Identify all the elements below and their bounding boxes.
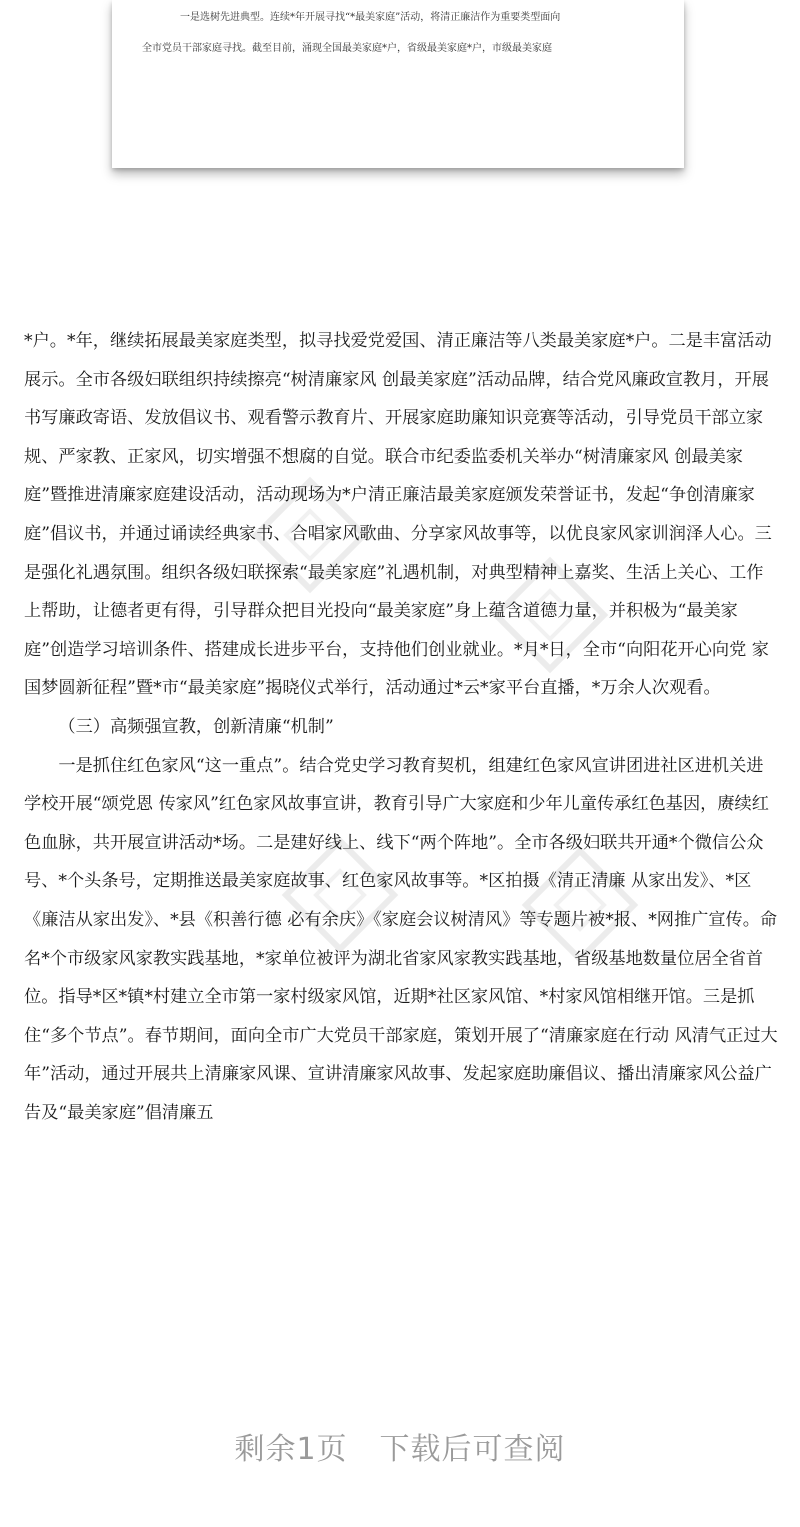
remaining-pages-label: 剩余1页 (234, 1432, 348, 1467)
section-heading: （三）高频强宣教，创新清廉“机制” (58, 716, 334, 737)
download-prompt[interactable] (0, 1425, 800, 1475)
body-paragraph: *户。*年，继续拓展最美家庭类型，拟寻找爱党爱国、清正廉洁等八类最美家庭*户。二是丰富活动展示。全市各级妇联组织持续擦亮“树清廉家风 创最美家庭”活动品牌，结合党风廉政宣教月，开展书写廉政寄语、发放倡议书、观看警示教育片、开展家庭助廉知识竞赛等活动，引导党员干部立家规、严家教、正家风，切实增强不想腐的自觉。联合市纪委监委机关举办“树清廉家风 创最美家庭”暨推进清廉家庭建设活动，活动现场为*户清正廉洁最美家庭颁发荣誉证书，发起“争创清廉家庭”倡议书，并通过诵读经典家书、合唱家风歌曲、分享家风故事等，以优良家风家训润泽人心。三是强化礼遇氛围。组织各级妇联探索“最美家庭”礼遇机制，对典型精神上嘉奖、生活上关心、工作上帮助，让德者更有得，引导群众把目光投向“最美家庭”身上蕴含道德力量，并积极为“最美家庭”创造学习培训条件、搭建成长进步平台，支持他们创业就业。*月*日，全市“向阳花开心向党 家国梦圆新征程”暨*市“最美家庭”揭晓仪式举行，活动通过*云*家平台直播，*万余人次观看。 (24, 331, 772, 699)
document-body (24, 322, 778, 1132)
download-to-view-label[interactable]: 下载后可查阅 (379, 1432, 566, 1467)
body-paragraph: 一是抓住红色家风“这一重点”。结合党史学习教育契机，组建红色家风宣讲团进社区进机关进学校开展“颂党恩 传家风”红色家风故事宣讲，教育引导广大家庭和少年儿童传承红色基因，赓续红色血脉，共开展宣讲活动*场。二是建好线上、线下“两个阵地”。全市各级妇联共开通*个微信公众号、*个头条号，定期推送最美家庭故事、红色家风故事等。*区拍摄《清正清廉 从家出发》、*区《廉洁从家出发》、*县《积善行德 必有余庆》《家庭会议树清风》等专题片被*报、*网推广宣传。命名*个市级家风家教实践基地，*家单位被评为湖北省家风家教实践基地，省级基地数量位居全省首位。指导*区*镇*村建立全市第一家村级家风馆，近期*社区家风馆、*村家风馆相继开馆。三是抓住“多个节点”。春节期间，面向全市广大党员干部家庭，策划开展了“清廉家庭在行动 风清气正过大年”活动，通过开展共上清廉家风课、宣讲清廉家风故事、发起家庭助廉倡议、播出清廉家风公益广告及“最美家庭”倡清廉五 (24, 755, 778, 1123)
preview-line-2: 全市党员干部家庭寻找。截至目前，涌现全国最美家庭*户，省级最美家庭*户，市级最美家庭 (142, 43, 552, 54)
document-preview-card (112, 0, 684, 168)
preview-line-1: 一是选树先进典型。连续*年开展寻找“*最美家庭”活动，将清正廉洁作为重要类型面向 (180, 12, 561, 23)
